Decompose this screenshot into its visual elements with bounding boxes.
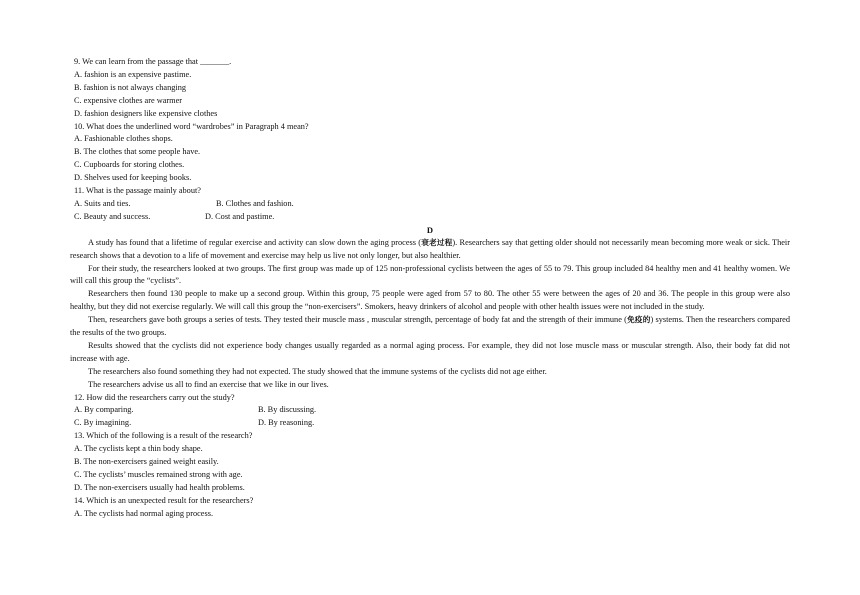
question-14-stem: 14. Which is an unexpected result for the researchers? (74, 495, 254, 505)
question-9-option-a: A. fashion is an expensive pastime. (74, 69, 192, 79)
chinese-gloss: 衰老过程 (421, 237, 453, 247)
question-9-option-c: C. expensive clothes are warmer (74, 95, 183, 105)
question-10-option-d: D. Shelves used for keeping books. (74, 173, 192, 183)
passage-paragraph-5: Results showed that the cyclists did not experience body changes usually regarded as a normal aging process. For example, they did not lose muscle mass or muscular strength. Also, their body fat did not increase with age. (70, 340, 790, 363)
question-9-option-b: B. fashion is not always changing (74, 82, 186, 92)
question-13-stem: 13. Which of the following is a result of the research? (74, 431, 253, 441)
section-heading: D (426, 224, 434, 235)
question-11-option-b: B. Clothes and fashion. (216, 198, 294, 208)
question-14-option-a: A. The cyclists had normal aging process. (74, 508, 214, 518)
question-13-option-d: D. The non-exercisers usually had health problems. (74, 482, 245, 492)
question-11-stem: 11. What is the passage mainly about? (74, 186, 201, 196)
question-11-option-a: A. Suits and ties. (74, 198, 131, 208)
question-10-option-c: C. Cupboards for storing clothes. (74, 160, 185, 170)
question-12-option-b: B. By discussing. (258, 405, 317, 415)
paragraph-4-text-b: ) systems. Then the researchers compared the results of the two groups. (70, 315, 790, 338)
question-12-option-d: D. By reasoning. (258, 418, 315, 428)
passage-paragraph-3: Researchers then found 130 people to make up a second group. Within this group, 75 people were aged from 57 to 80. The other 55 were between the ages of 20 and 36. The people in this group were also healthy, but they did not exercise regularly. We will call this group the “non-exercisers”. Smokers, heavy drinkers of alcohol and people with other health issues were not included in the study. (70, 289, 790, 312)
question-10-stem: 10. What does the underlined word “wardrobes” in Paragraph 4 mean? (74, 121, 309, 131)
question-12-options-row-1 (70, 404, 790, 417)
question-12-stem: 12. How did the researchers carry out the study? (74, 392, 235, 402)
passage-paragraph-7: The researchers advise us all to find an exercise that we like in our lives. (88, 379, 329, 389)
exam-page (70, 56, 790, 521)
question-13-option-a: A. The cyclists kept a thin body shape. (74, 444, 203, 454)
paragraph-4-text-a: Then, researchers gave both groups a series of tests. They tested their muscle mass , muscular strength, percentage of body fat and the strength of their immune ( (88, 315, 627, 325)
question-9-option-d: D. fashion designers like expensive clothes (74, 108, 218, 118)
paragraph-1-text-b: ). Researchers say that getting older should not necessarily mean becoming more weak or sick. Their research shows that a devotion to a life of movement and exercise may help us live not only longer, but also healthier. (70, 237, 791, 260)
question-10-option-a: A. Fashionable clothes shops. (74, 134, 173, 144)
question-11-options-row-2 (70, 211, 790, 224)
passage-paragraph-1 (70, 237, 790, 263)
passage-paragraph-2: For their study, the researchers looked at two groups. The first group was made up of 125 non-professional cyclists between the ages of 55 to 79. This group included 84 healthy men and 41 healthy women. We will call this group the “cyclists”. (70, 263, 790, 286)
question-13-option-c: C. The cyclists’ muscles remained strong with age. (74, 470, 243, 479)
chinese-gloss: 免疫的 (626, 315, 651, 325)
question-11-option-d: D. Cost and pastime. (205, 211, 275, 221)
question-12-options-row-2 (70, 417, 790, 430)
question-11-options-row-1 (70, 198, 790, 211)
question-10-option-b: B. The clothes that some people have. (74, 147, 201, 157)
question-11-option-c: C. Beauty and success. (74, 211, 151, 221)
question-9-stem: 9. We can learn from the passage that _______. (74, 57, 232, 66)
question-13-option-b: B. The non-exercisers gained weight easily. (74, 457, 219, 467)
passage-paragraph-4 (70, 314, 790, 340)
paragraph-1-text-a: A study has found that a lifetime of regular exercise and activity can slow down the aging process ( (88, 237, 422, 247)
question-12-option-c: C. By imagining. (74, 418, 132, 428)
passage-paragraph-6: The researchers also found something they had not expected. The study showed that the immune systems of the cyclists did not age either. (88, 366, 547, 376)
question-12-option-a: A. By comparing. (74, 405, 134, 415)
